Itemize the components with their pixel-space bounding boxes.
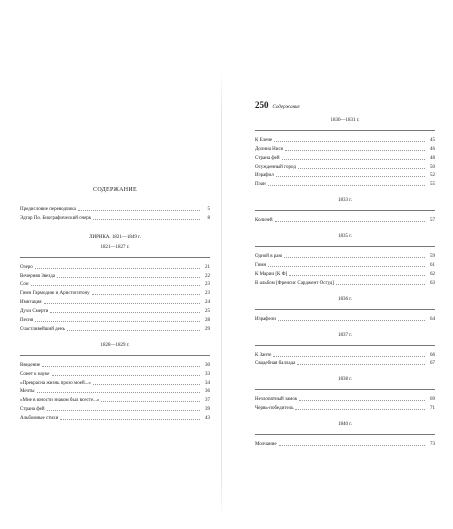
years-heading: 1836 г.: [338, 296, 352, 302]
entry-title: Введение: [20, 362, 41, 368]
section-rule: [255, 210, 435, 211]
entry-page: 73: [430, 442, 435, 448]
toc-entry: [255, 359, 435, 368]
leader-dots: [275, 221, 425, 222]
entry-title: Вечерняя Звезда: [20, 273, 55, 279]
leader-dots: [47, 410, 200, 411]
leader-dots: [44, 303, 200, 304]
entry-title: Колизей: [255, 218, 273, 224]
leader-dots: [274, 141, 425, 142]
entry-page: 5: [207, 206, 210, 212]
years-heading: 1835 г.: [338, 234, 352, 240]
toc-entry: [20, 297, 210, 306]
toc-entry: [255, 394, 435, 403]
leader-dots: [297, 364, 425, 365]
toc-entry: [20, 404, 210, 413]
entry-page: 22: [205, 273, 210, 279]
entry-page: 36: [205, 389, 210, 395]
part-title: ЛИРИКА. 1821—1849 г.: [89, 234, 141, 240]
toc-entry: [255, 162, 435, 171]
entry-page: 67: [430, 361, 435, 367]
toc-entry: [20, 315, 210, 324]
leader-dots: [78, 210, 200, 211]
toc-entry: [20, 271, 210, 280]
entry-page: 48: [430, 155, 435, 161]
entry-title: Мечты: [20, 389, 35, 395]
entry-title: Песня: [20, 318, 34, 324]
entry-title: «Мне в юности знаком был всесте...»: [20, 398, 100, 404]
running-title: Содержание: [272, 105, 300, 110]
toc-entry: [255, 260, 435, 269]
entry-title: В альбом [Френсис Сарджент Осгуд]: [255, 280, 334, 286]
section-rule: [255, 309, 435, 310]
toc-entry: [255, 439, 435, 448]
toc-entry: [20, 204, 210, 213]
toc-entry: [255, 144, 435, 153]
toc-entry: [20, 288, 210, 297]
toc-entry: [255, 179, 435, 188]
entry-page: 61: [430, 263, 435, 269]
entry-title: К Елене: [255, 137, 273, 143]
toc-entry: [20, 413, 210, 422]
entry-page: 64: [430, 316, 435, 322]
entry-page: 29: [205, 326, 210, 332]
leader-dots: [57, 277, 200, 278]
years-heading: 1833 г.: [338, 198, 352, 204]
entry-page: 45: [430, 137, 435, 143]
entry-page: 23: [205, 282, 210, 288]
leader-dots: [35, 268, 200, 269]
years-heading: 1830—1831 г.: [330, 118, 360, 123]
leader-dots: [336, 284, 425, 285]
page-number: 250: [255, 100, 269, 110]
entry-title: Червь-победитель: [255, 406, 294, 412]
entry-title: Одной в раю: [255, 254, 283, 260]
entry-title: Страна фей: [255, 155, 280, 161]
entry-title: Израфели: [255, 316, 276, 322]
years-heading: 1837 г.: [338, 332, 352, 338]
entry-page: 28: [205, 318, 210, 324]
years-heading: 1821—1827 г.: [100, 244, 130, 250]
section-rule: [20, 355, 210, 356]
entry-page: 34: [205, 380, 210, 386]
entry-title: Свадебная баллада: [255, 361, 296, 367]
entry-title: Предисловие переводчика: [20, 206, 76, 212]
entry-title: Альбомные стихи: [20, 416, 59, 422]
leader-dots: [101, 401, 200, 402]
leader-dots: [60, 419, 200, 420]
leader-dots: [299, 400, 425, 401]
leader-dots: [285, 150, 425, 151]
toc-entry: [20, 262, 210, 271]
leader-dots: [93, 219, 200, 220]
leader-dots: [289, 275, 425, 276]
entry-page: 43: [205, 416, 210, 422]
entry-page: 69: [430, 397, 435, 403]
entry-title: Гимн: [255, 263, 267, 269]
leader-dots: [298, 168, 425, 169]
section-rule: [20, 257, 210, 258]
leader-dots: [35, 321, 200, 322]
leader-dots: [31, 285, 200, 286]
right-page: [255, 100, 435, 448]
leader-dots: [268, 185, 425, 186]
entry-title: К Занте: [255, 352, 272, 358]
toc-entry: [255, 153, 435, 162]
entry-page: 33: [205, 371, 210, 377]
entry-title: Эдгар По. Биографический очерк: [20, 215, 92, 221]
entry-title: Долина Нися: [255, 146, 283, 152]
toc-entry: [20, 213, 210, 222]
section-rule: [255, 389, 435, 390]
leader-dots: [278, 320, 425, 321]
leader-dots: [282, 159, 425, 160]
entry-title: Сонет к науке: [20, 371, 50, 377]
entry-page: 63: [430, 280, 435, 286]
toc-entry: [255, 135, 435, 144]
years-heading: 1840 г.: [338, 422, 352, 428]
entry-title: Сон: [20, 282, 29, 288]
entry-page: 52: [430, 173, 435, 179]
entry-title: Счастливейший день: [20, 326, 65, 332]
entry-page: 21: [205, 264, 210, 270]
toc-entry: [20, 306, 210, 315]
entry-title: К Марии [К Ф]: [255, 271, 288, 277]
leader-dots: [37, 392, 200, 393]
entry-page: 46: [430, 146, 435, 152]
entry-title: Духи Смерти: [20, 309, 49, 315]
leader-dots: [268, 266, 425, 267]
entry-page: 39: [205, 407, 210, 413]
toc-entry: [20, 280, 210, 289]
toc-entry: [20, 369, 210, 378]
entry-page: 24: [205, 300, 210, 306]
entry-page: 62: [430, 271, 435, 277]
entry-title: «Прекрасна жизнь прозо моей...»: [20, 380, 91, 386]
leader-dots: [50, 312, 200, 313]
leader-dots: [92, 294, 200, 295]
entry-page: 55: [430, 182, 435, 188]
entry-title: Пэан: [255, 182, 266, 188]
entry-page: 59: [430, 254, 435, 260]
entry-title: Молчание: [255, 442, 277, 448]
page-header: [255, 100, 435, 113]
toc-entry: [255, 403, 435, 412]
entry-page: 37: [205, 398, 210, 404]
years-heading: 1828—1829 г.: [100, 342, 130, 348]
toc-entry: [255, 171, 435, 180]
section-rule: [255, 345, 435, 346]
contents-heading: СОДЕРЖАНИЕ: [93, 187, 137, 193]
entry-page: 50: [430, 164, 435, 170]
entry-title: Незлопятный замок: [255, 397, 298, 403]
page-gutter: [221, 70, 222, 520]
toc-entry: [255, 251, 435, 260]
toc-entry: [255, 314, 435, 323]
leader-dots: [67, 330, 200, 331]
entry-title: Осужденный город: [255, 164, 296, 170]
section-rule: [255, 434, 435, 435]
toc-entry: [20, 378, 210, 387]
toc-entry: [255, 269, 435, 278]
entry-page: 25: [205, 309, 210, 315]
entry-page: 30: [205, 362, 210, 368]
entry-title: Озеро: [20, 264, 33, 270]
years-heading: 1838 г.: [338, 377, 352, 383]
entry-title: Израфил: [255, 173, 274, 179]
entry-page: 57: [430, 218, 435, 224]
entry-title: Страна фей: [20, 407, 45, 413]
entry-page: 23: [205, 291, 210, 297]
toc-entry: [20, 395, 210, 404]
toc-entry: [255, 215, 435, 224]
left-page: [20, 187, 210, 422]
leader-dots: [279, 445, 425, 446]
entry-title: Гимн Гармодию и Аристогитону: [20, 291, 90, 297]
toc-entry: [20, 360, 210, 369]
leader-dots: [295, 409, 425, 410]
section-rule: [255, 130, 435, 131]
entry-title: Имитация: [20, 300, 42, 306]
entry-page: 66: [430, 352, 435, 358]
toc-entry: [20, 324, 210, 333]
leader-dots: [273, 356, 425, 357]
toc-entry: [255, 350, 435, 359]
entry-page: 71: [430, 406, 435, 412]
leader-dots: [93, 384, 200, 385]
leader-dots: [284, 257, 425, 258]
leader-dots: [276, 176, 425, 177]
leader-dots: [42, 366, 200, 367]
section-rule: [255, 246, 435, 247]
toc-entry: [20, 387, 210, 396]
leader-dots: [52, 375, 200, 376]
entry-page: 8: [207, 215, 210, 221]
toc-entry: [255, 278, 435, 287]
